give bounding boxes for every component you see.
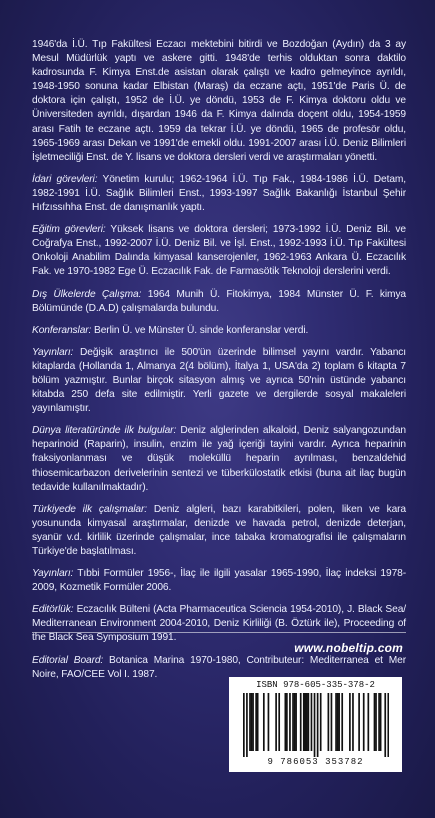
section-paragraph: [32, 223, 406, 279]
isbn-barcode: [229, 677, 402, 772]
barcode-bars: [243, 693, 389, 757]
barcode-bar: [243, 693, 245, 757]
section-paragraph: [32, 324, 406, 338]
barcode-bar: [289, 693, 291, 751]
biography-sections: [32, 173, 406, 682]
section-paragraph: [32, 346, 406, 416]
section-paragraph: [32, 567, 406, 595]
barcode-bar: [252, 693, 254, 751]
barcode-bar: [387, 693, 389, 757]
barcode-bar: [384, 693, 386, 757]
section-text: Deniz alglerinden alkaloid, Deniz salyangozundan heparinoid (Raparin), insulin, enzim ile yağ içeriği tayini vardır. Ayrıca heparinin fraksiyonlanması ve düşük moleküllü heparin ayrılması, benzaldehid thiosemicarbazon derivelerinin sentezi ve tüberkülostatik etkisi (buna ait ilaç bugün tedavide kullanılmaktadır).: [32, 425, 406, 493]
section-heading: Yayınları:: [32, 346, 74, 358]
barcode-bar: [374, 693, 376, 751]
barcode-bar: [337, 693, 339, 751]
section-heading: Dış Ülkelerde Çalışma:: [32, 288, 142, 300]
barcode-bar: [331, 693, 333, 751]
barcode-bar: [338, 693, 340, 751]
barcode-bar: [304, 693, 306, 751]
barcode-bar: [246, 693, 248, 757]
section-text: Eczacılık Bülteni (Acta Pharmaceutica Sciencia 1954-2010), J. Black Sea/ Mediterranean Environment 2004-2010, Deniz Kirliliği (B. Öztürk ile), Proceeding of the Black Sea Symposium 1991.: [32, 604, 406, 644]
section-text: Yüksek lisans ve doktora dersleri; 1973-1992 İ.Ü. Deniz Bil. ve Coğrafya Enst., 1992-2007 İ.Ü. Deniz Bil. ve İşl. Enst., 1992-1993 İ.Ü. Tıp Fakültesi Onkoloji Anabilim Dalında kimyasal kanserojenler, 1962-1963 Ankara Ü. Eczacılık Fak. ve 1970-1982 Ege Ü. Eczacılık Fak. de Farmasötik Teknoloji derslerini verdi.: [32, 224, 406, 278]
barcode-bar: [306, 693, 308, 751]
barcode-bar: [284, 693, 286, 751]
publisher-website[interactable]: www.nobeltip.com: [294, 641, 403, 655]
barcode-bar: [328, 693, 330, 751]
barcode-bar: [335, 693, 337, 751]
section-text: 1964 Munih Ü. Fitokimya, 1984 Münster Ü. F. kimya Bölümünde (D.A.D) çalışmalarda bulundu.: [32, 288, 406, 314]
barcode-bar: [320, 693, 322, 751]
section-heading: Konferanslar:: [32, 324, 92, 336]
barcode-bar: [349, 693, 351, 751]
barcode-bar: [303, 693, 305, 751]
isbn-digits: 9 786053 353782: [267, 757, 364, 767]
barcode-bar: [251, 693, 253, 751]
section-heading: Editörlük:: [32, 604, 74, 616]
barcode-bar: [352, 693, 354, 751]
barcode-bar: [294, 693, 296, 751]
barcode-bar: [249, 693, 251, 751]
barcode-bar: [308, 693, 310, 751]
section-paragraph: [32, 424, 406, 494]
section-text: Deniz algleri, bazı karabitkileri, polen, liken ve kara yosununda kimyasal araştırmalar, denizde ve havada petrol, denizde deterjan, syanür v.d. kirlilik üzerinde çalışmalar, ince tabaka kromatografisi ile çalışmaların Türkiye'de başlatılması.: [32, 503, 406, 557]
back-cover-text: [32, 38, 406, 690]
barcode-bar: [341, 693, 343, 751]
section-paragraph: [32, 173, 406, 215]
barcode-bar: [380, 693, 382, 751]
section-text: Berlin Ü. ve Münster Ü. sinde konferanslar verdi.: [91, 324, 309, 336]
barcode-bar: [300, 693, 302, 751]
barcode-bar: [378, 693, 380, 751]
section-paragraph: [32, 503, 406, 559]
barcode-bar: [275, 693, 277, 751]
barcode-bar: [257, 693, 259, 751]
barcode-bar: [292, 693, 294, 751]
section-heading: Yayınları:: [32, 568, 74, 580]
section-text: Botanica Marina 1970-1980, Contributeur: Mediterranea et Mer Noire, FAO/CEE Vol I. 1987.: [32, 654, 406, 680]
barcode-bar: [286, 693, 288, 751]
section-paragraph: [32, 288, 406, 316]
section-heading: Eğitim görevleri:: [32, 224, 106, 236]
barcode-bar: [314, 693, 316, 757]
barcode-bar: [317, 693, 319, 757]
section-heading: İdari görevleri:: [32, 173, 98, 185]
barcode-bar: [295, 693, 297, 751]
barcode-bar: [363, 693, 365, 751]
section-heading: Türkiyede ilk çalışmalar:: [32, 503, 148, 515]
barcode-bar: [311, 693, 313, 751]
section-text: Değişik araştırıcı ile 500'ün üzerinde bilimsel yayını vardır. Yabancı kitaplarda (Hollanda 1, Almanya 2(4 bölüm), İtalya 1, USA'da 2) toplam 6 kitapta 7 bölüm yazmıştır. Bunlar birçok sitasyon almış ve ayrıca 50'nin üstünde yabancı kitabda 250 defa site edilmiştir. Yerli gazete ve dergilerde sosyal makaleleri yayınlamıştır.: [32, 346, 406, 415]
barcode-bar: [263, 693, 265, 751]
barcode-bar: [255, 693, 257, 751]
barcode-bar: [358, 693, 360, 751]
section-text: Tıbbi Formüler 1956-, İlaç ile ilgili yasalar 1965-1990, İlaç indeksi 1978-2009, Kozmetik Formüler 2006.: [32, 568, 406, 594]
divider-line: [32, 632, 406, 633]
section-heading: Editorial Board:: [32, 654, 104, 666]
section-text: Yönetim kurulu; 1962-1964 İ.Ü. Tıp Fak., 1984-1986 İ.Ü. Detam, 1982-1991 İ.Ü. Sağlık Bilimleri Enst., 1993-1997 Sağlık Bakanlığı İstanbul Şehir Hıfzıssıhha Enst. de danışmanlık yaptı.: [32, 173, 406, 214]
barcode-bar: [367, 693, 369, 751]
section-paragraph: [32, 603, 406, 645]
barcode-bar: [375, 693, 377, 751]
section-heading: Dünya literatüründe ilk bulgular:: [32, 425, 177, 437]
isbn-label: ISBN 978-605-335-378-2: [256, 680, 375, 690]
barcode-bar: [268, 693, 270, 751]
biography-intro: 1946'da İ.Ü. Tıp Fakültesi Eczacı mektebini bitirdi ve Bozdoğan (Aydın) da 3 ay Mesul Müdürlük yaptı ve askere gitti. 1948'de terhis olduktan sonra daktilo kadrosunda F. Kimya Enst.de asistan olarak çalıştı ve kadro gelmeyince ayrıldı, 1948-1950 sonuna kadar Elbistan (Maraş) da eczane açtı, 1951'de Paris Ü. de doktora için çalıştı, 1952 de İ.Ü. ye döndü, 1953 de F. Kimya doktoru oldu ve Üniversiteden ayrıldı, dışardan 1946 da F. Kimya dalında doçent oldu, 1954-1959 arası Fatih te eczane açtı. 1959 da tekrar İ.Ü. ye döndü, 1965 de profesör oldu, 1965-1969 arası Dekan ve 1991'de emekli oldu. 1991-2007 arası İ.Ü. Deniz Bilimleri İşletmeciliği Enst. de Y. lisans ve doktora dersleri verdi ve araştırmaları yönetti.: [32, 39, 406, 163]
barcode-bar: [278, 693, 280, 751]
